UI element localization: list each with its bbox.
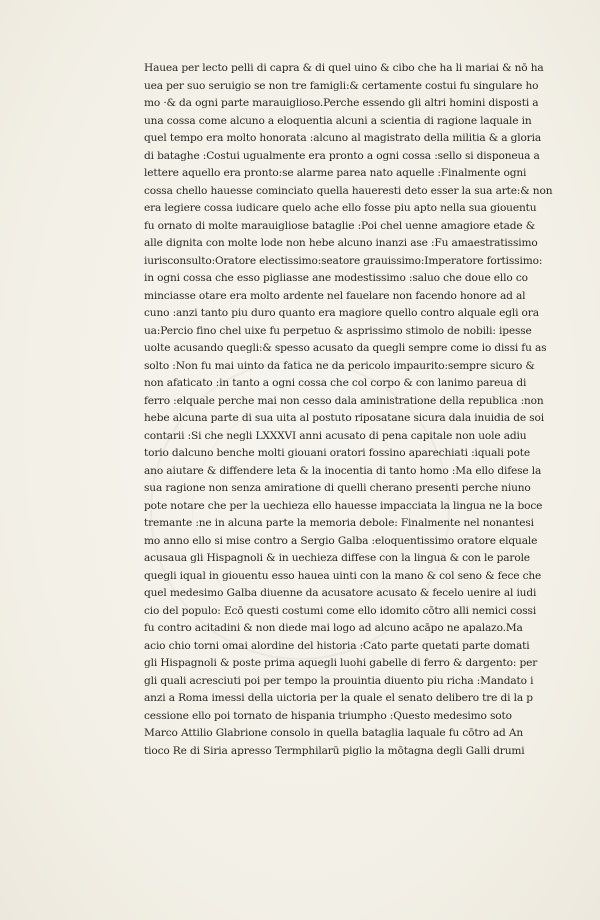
text-line: hebe alcuna parte di sua uita al postuto riposatane sicura dala inuidia de soi xyxy=(144,412,545,424)
text-line: uolte acusando quegli:& spesso acusato da quegli sempre come io dissi fu as xyxy=(144,342,547,354)
text-line: Hauea per lecto pelli di capra & di quel uino & cibo che ha li mariai & nō ha xyxy=(144,62,544,74)
text-line: alle dignita con molte lode non hebe alcuno inanzi ase :Fu amaestratissimo xyxy=(144,237,538,249)
text-line: tioco Re di Siria apresso Termphilarū piglio la mōtagna degli Galli drumi xyxy=(144,744,525,757)
text-line: non afaticato :in tanto a ogni cossa che col corpo & con lanimo pareua di xyxy=(144,377,527,389)
text-line: acio chio torni omai alordine del historia :Cato parte quetati parte domati xyxy=(144,639,530,652)
text-line: gli Hispagnoli & poste prima aquegli luohi gabelle di ferro & dargento: per xyxy=(144,657,538,669)
text-line: anzi a Roma imessi della uictoria per la quale el senato delibero tre di la p xyxy=(144,692,533,704)
text-line: fu contro acitadini & non diede mai logo ad alcuno acāpo ne apalazo.Ma xyxy=(144,622,523,634)
text-line: solto :Non fu mai uinto da fatica ne da pericolo impaurito:sempre sicuro & xyxy=(144,359,535,372)
text-line: uea per suo seruigio se non tre famigli:& certamente costui fu singulare ho xyxy=(144,79,539,92)
text-line: quegli iqual in giouentu esso hauea uinti con la mano & col seno & fece che xyxy=(144,569,542,582)
text-line: lettere aquello era pronto:se alarme parea nato aquelle :Finalmente ogni xyxy=(144,167,527,179)
text-line: fu ornato di molte marauigliose bataglie :Poi chel uenne amagiore etade & xyxy=(144,219,535,232)
text-line: tremante :ne in alcuna parte la memoria debole: Finalmente nel nonantesi xyxy=(144,517,534,529)
text-line: cio del populo: Ecō questi costumi come ello idomito cōtro alli nemici cossi xyxy=(144,604,537,617)
text-line: cessione ello poi tornato de hispania triumpho :Questo medesimo soto xyxy=(144,709,512,722)
text-line: mo ·& da ogni parte marauiglioso.Perche essendo gli altri homini disposti a xyxy=(144,97,539,109)
text-line: ano aiutare & diffendere leta & la inocentia di tanto homo :Ma ello difese la xyxy=(144,464,542,477)
text-line: cuno :anzi tanto piu duro quanto era magiore quello contro alquale egli ora xyxy=(144,307,539,319)
text-line: pote notare che per la uechieza ello hauesse impacciata la lingua ne la boce xyxy=(144,499,543,512)
text-line: contarii :Si che negli LXXXVI anni acusato di pena capitale non uole adiu xyxy=(144,429,527,442)
text-line: torio dalcuno benche molti giouani oratori fossino aparechiati :iquali pote xyxy=(144,447,531,459)
text-line: ferro :elquale perche mai non cesso dala aministratione della republica :non xyxy=(144,394,544,407)
text-line: acusaua gli Hispagnoli & in uechieza diffese con la lingua & con le parole xyxy=(144,552,530,564)
text-line: quel tempo era molto honorata :alcuno al magistrato della militia & a gloria xyxy=(144,132,542,144)
text-line: Marco Attilio Glabrione consolo in quella bataglia laquale fu cōtro ad An xyxy=(144,727,524,739)
text-line: di bataghe :Costui ugualmente era pronto a ogni cossa :sello si disponeua a xyxy=(144,149,540,162)
text-block xyxy=(144,60,572,760)
text-line: mo anno ello si mise contro a Sergio Galba :eloquentissimo oratore elquale xyxy=(144,534,538,547)
text-line: minciasse otare era molto ardente nel fauelare non facendo honore ad al xyxy=(144,289,526,302)
text-line: quel medesimo Galba diuenne da acusatore acusato & fecelo uenire al iudi xyxy=(144,587,537,599)
text-line: cossa chello hauesse cominciato quella haueresti deto esser la sua arte:& non xyxy=(144,184,553,197)
text-line: gli quali acresciuti poi per tempo la prouintia diuento piu richa :Mandato i xyxy=(144,674,534,687)
text-line: era legiere cossa iudicare quelo ache ello fosse piu apto nella sua giouentu xyxy=(144,202,537,214)
text-line: iurisconsulto:Oratore electissimo:seatore grauissimo:Imperatore fortissimo: xyxy=(144,254,543,267)
text-line: ua:Percio fino chel uixe fu perpetuo & asprissimo stimolo de nobili: ipesse xyxy=(144,324,532,337)
text-line: sua ragione non senza amiratione di quelli cherano presenti perche niuno xyxy=(144,482,531,494)
text-line: in ogni cossa che esso pigliasse ane modestissimo :saluo che doue ello co xyxy=(144,272,528,284)
text-line: una cossa come alcuno a eloquentia alcuni a scientia di ragione laquale in xyxy=(144,114,532,127)
